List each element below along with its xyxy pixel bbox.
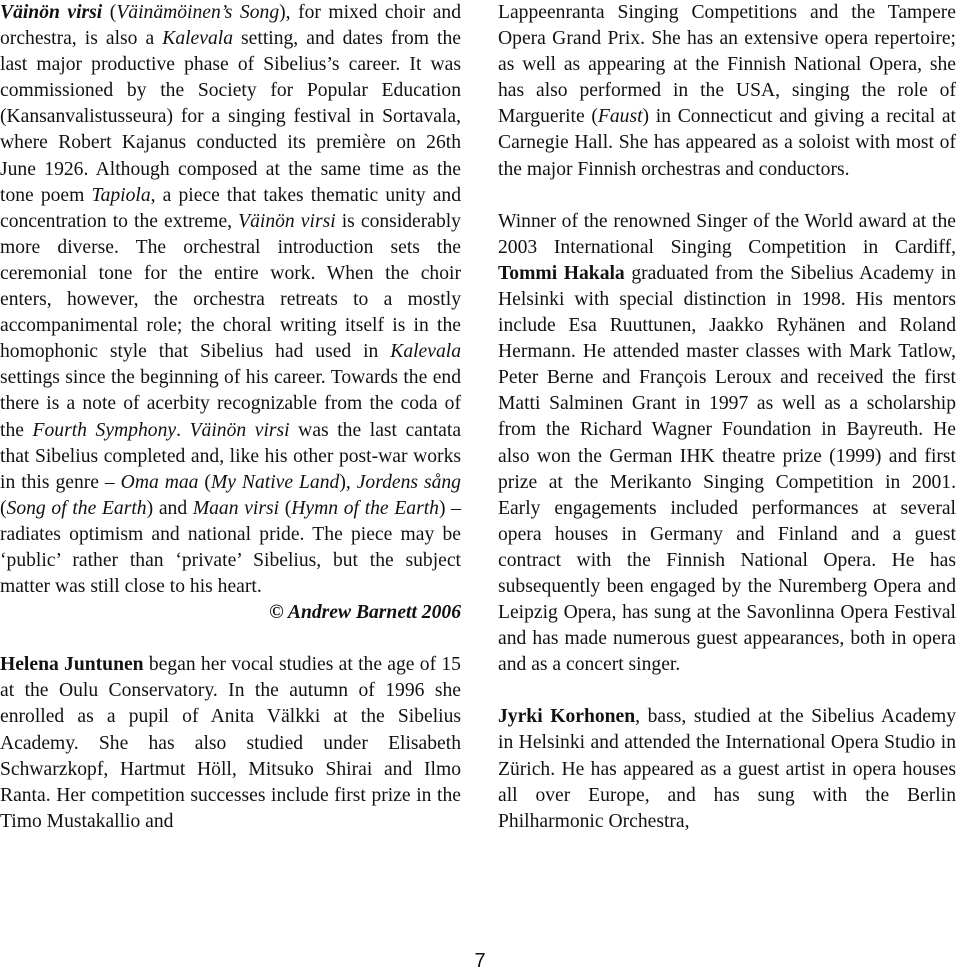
right-column — [498, 0, 956, 835]
work-title: Väinön virsi — [238, 210, 336, 232]
artist-name: Helena Juntunen — [0, 654, 144, 676]
work-title: Hymn of the Earth — [291, 497, 439, 519]
bio-paragraph: Lappeenranta Singing Competitions and the Tampere Opera Grand Prix. She has an extensive opera repertoire; as well as appearing at the Finnish National Opera, she has also performed in the USA, singing the role of Marguerite (Faust) in Connecticut and giving a recital at Carnegie Hall. She has appeared as a soloist with most of the major Finnish orchestras and conductors. — [498, 2, 956, 180]
work-title: Maan virsi — [192, 497, 280, 519]
spacer — [0, 626, 461, 652]
left-column — [0, 0, 461, 835]
work-title: Tapiola — [91, 184, 151, 206]
work-title: Kalevala — [162, 28, 233, 50]
work-title: My Native Land — [210, 471, 340, 493]
artist-name: Jyrki Korhonen — [498, 706, 636, 728]
spacer — [498, 183, 956, 209]
bio-paragraph: Helena Juntunen began her vocal studies at the age of 15 at the Oulu Conservatory. In the autumn of 1996 she enrolled as a pupil of Anita Välkki at the Sibelius Academy. She has also studied under Elisabeth Schwarzkopf, Hartmut Höll, Mitsuko Shirai and Ilmo Ranta. Her competition successes include first prize in the Timo Mustakallio and — [0, 654, 461, 832]
work-title: Väinön virsi — [0, 2, 103, 23]
spacer — [498, 678, 956, 704]
work-title: Fourth Symphony — [32, 419, 177, 441]
work-title: Song of the Earth — [6, 497, 147, 519]
author-credit: © Andrew Barnett 2006 — [269, 602, 461, 624]
work-title: Kalevala — [390, 341, 461, 363]
bio-paragraph: Jyrki Korhonen, bass, studied at the Sibelius Academy in Helsinki and attended the International Opera Studio in Zürich. He has appeared as a guest artist in opera houses all over Europe, and has sung with the Berlin Philharmonic Orchestra, — [498, 706, 956, 832]
page-number: 7 — [474, 950, 486, 972]
artist-name: Tommi Hakala — [498, 262, 625, 284]
essay-paragraph: Väinön virsi (Väinämöinen’s Song), for mixed choir and orchestra, is also a Kalevala setting, and dates from the last major productive phase of Sibelius’s career. It was commissioned by the Society for Popular Education (Kansanvalistusseura) for a singing festival in Sortavala, where Robert Kajanus conducted its première on 26th June 1926. Although composed at the same time as the tone poem Tapiola, a piece that takes thematic unity and concentration to the extreme, Väinön virsi is considerably more diverse. The orchestral introduction sets the ceremonial tone for the entire work. When the choir enters, however, the orchestra retreats to a mostly accompanimental role; the choral writing itself is in the homophonic style that Sibelius had used in Kalevala settings since the beginning of his career. Towards the end there is a note of acerbity recognizable from the coda of the Fourth Symphony. Väinön virsi was the last cantata that Sibelius completed and, like his other post-war works in this genre – Oma maa (My Native Land), Jordens sång (Song of the Earth) and Maan virsi (Hymn of the Earth) – radiates optimism and national pride. The piece may be ‘public’ rather than ‘private’ Sibelius, but the subject matter was still close to his heart. — [0, 2, 462, 598]
work-title: Väinön virsi — [189, 419, 290, 441]
work-title: Väinämöinen’s Song — [116, 2, 280, 23]
bio-paragraph: Winner of the renowned Singer of the World award at the 2003 International Singing Competition in Cardiff, Tommi Hakala graduated from the Sibelius Academy in Helsinki with special distinction in 1998. His mentors include Esa Ruuttunen, Jaakko Ryhänen and Roland Hermann. He attended master classes with Mark Tatlow, Peter Berne and François Leroux and received the first Matti Salminen Grant in 1997 as well as a scholarship from the Richard Wagner Foundation in Bayreuth. He also won the German IHK theatre prize (1999) and first prize at the Merikanto Singing Competition in 2001. Early engagements included performances at several opera houses in Germany and Finland and a guest contract with the Finnish National Opera. He has subsequently been engaged by the Nuremberg Opera and Leipzig Opera, has sung at the Savonlinna Opera Festival and has made numerous guest appearances, both in opera and as a concert singer. — [498, 210, 956, 676]
work-title: Oma maa — [120, 471, 199, 493]
work-title: Jordens sång — [356, 471, 461, 493]
opera-title: Faust — [597, 106, 643, 128]
